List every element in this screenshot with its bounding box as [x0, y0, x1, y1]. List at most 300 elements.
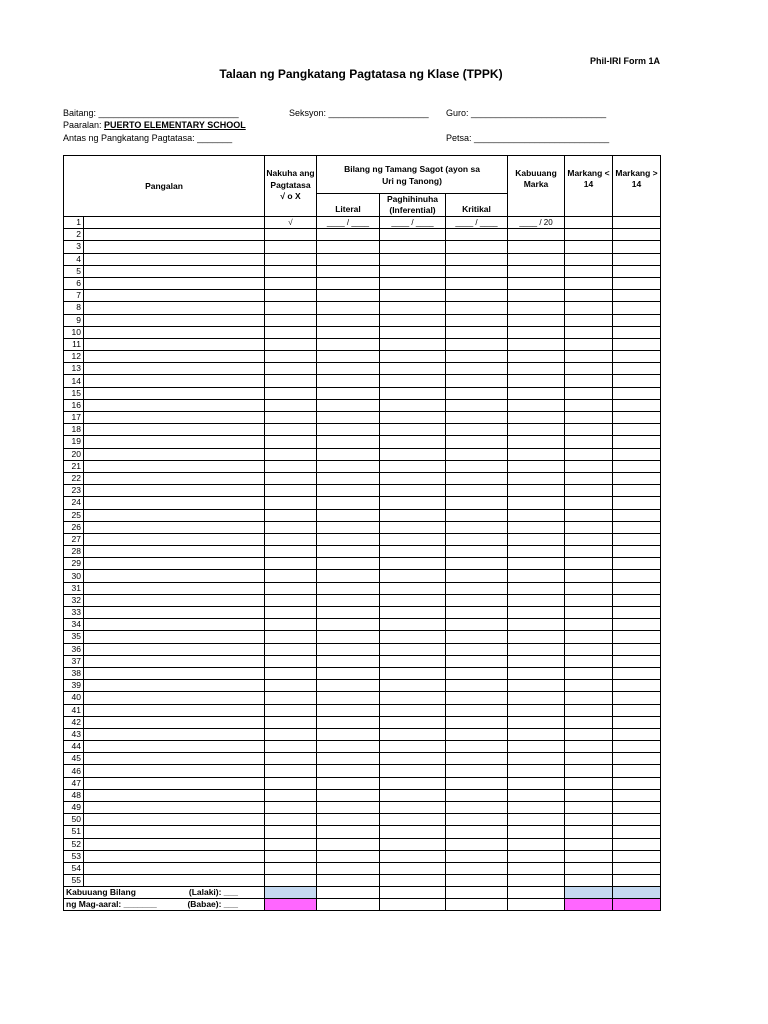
- literal-cell[interactable]: [317, 667, 380, 679]
- literal-cell[interactable]: [317, 290, 380, 302]
- literal-cell[interactable]: [317, 643, 380, 655]
- name-cell[interactable]: [84, 862, 265, 874]
- check-cell[interactable]: [265, 594, 317, 606]
- check-cell[interactable]: [265, 375, 317, 387]
- kritikal-cell[interactable]: [446, 277, 508, 289]
- name-cell[interactable]: [84, 399, 265, 411]
- literal-cell[interactable]: [317, 680, 380, 692]
- name-cell[interactable]: [84, 217, 265, 229]
- name-cell[interactable]: [84, 680, 265, 692]
- markang-lt-cell[interactable]: [565, 521, 613, 533]
- total-cell[interactable]: [508, 436, 565, 448]
- literal-cell[interactable]: [317, 277, 380, 289]
- kritikal-cell[interactable]: [446, 241, 508, 253]
- markang-ge-cell[interactable]: [613, 460, 661, 472]
- check-cell[interactable]: [265, 838, 317, 850]
- paghihinuha-cell[interactable]: [380, 277, 446, 289]
- literal-cell[interactable]: [317, 728, 380, 740]
- kritikal-cell[interactable]: [446, 521, 508, 533]
- paghihinuha-cell[interactable]: [380, 838, 446, 850]
- markang-lt-cell[interactable]: [565, 412, 613, 424]
- paghihinuha-cell[interactable]: [380, 692, 446, 704]
- literal-cell[interactable]: [317, 229, 380, 241]
- kritikal-cell[interactable]: [446, 655, 508, 667]
- markang-ge-cell[interactable]: [613, 765, 661, 777]
- total-cell[interactable]: ____ / 20: [508, 217, 565, 229]
- total-cell[interactable]: [508, 875, 565, 887]
- literal-cell[interactable]: [317, 521, 380, 533]
- paghihinuha-cell[interactable]: [380, 338, 446, 350]
- kritikal-cell[interactable]: [446, 302, 508, 314]
- total-cell[interactable]: [508, 326, 565, 338]
- kritikal-cell[interactable]: [446, 862, 508, 874]
- total-cell[interactable]: [508, 850, 565, 862]
- paghihinuha-cell[interactable]: [380, 850, 446, 862]
- markang-lt-cell[interactable]: [565, 716, 613, 728]
- kritikal-cell[interactable]: [446, 753, 508, 765]
- markang-lt-cell[interactable]: [565, 789, 613, 801]
- total-cell[interactable]: [508, 594, 565, 606]
- markang-ge-cell[interactable]: [613, 363, 661, 375]
- paghihinuha-cell[interactable]: [380, 826, 446, 838]
- check-cell[interactable]: [265, 826, 317, 838]
- markang-lt-cell[interactable]: [565, 314, 613, 326]
- baitang-field[interactable]: Baitang: ____________________________: [63, 108, 239, 118]
- paghihinuha-cell[interactable]: [380, 753, 446, 765]
- paghihinuha-cell[interactable]: [380, 558, 446, 570]
- check-cell[interactable]: √: [265, 217, 317, 229]
- markang-ge-cell[interactable]: [613, 826, 661, 838]
- paghihinuha-cell[interactable]: [380, 716, 446, 728]
- markang-ge-cell[interactable]: [613, 546, 661, 558]
- kritikal-cell[interactable]: [446, 314, 508, 326]
- paghihinuha-cell[interactable]: [380, 351, 446, 363]
- total-cell[interactable]: [508, 241, 565, 253]
- total-cell[interactable]: [508, 375, 565, 387]
- markang-ge-cell[interactable]: [613, 290, 661, 302]
- total-cell[interactable]: [508, 643, 565, 655]
- name-cell[interactable]: [84, 582, 265, 594]
- markang-ge-cell[interactable]: [613, 277, 661, 289]
- literal-cell[interactable]: [317, 862, 380, 874]
- paghihinuha-cell[interactable]: [380, 728, 446, 740]
- markang-lt-cell[interactable]: [565, 363, 613, 375]
- paghihinuha-cell[interactable]: [380, 253, 446, 265]
- name-cell[interactable]: [84, 412, 265, 424]
- total-cell[interactable]: [508, 619, 565, 631]
- total-cell[interactable]: [508, 277, 565, 289]
- markang-ge-cell[interactable]: [613, 643, 661, 655]
- literal-cell[interactable]: [317, 546, 380, 558]
- check-cell[interactable]: [265, 399, 317, 411]
- paghihinuha-cell[interactable]: [380, 290, 446, 302]
- markang-ge-cell[interactable]: [613, 704, 661, 716]
- kritikal-cell[interactable]: [446, 460, 508, 472]
- markang-ge-cell[interactable]: [613, 850, 661, 862]
- name-cell[interactable]: [84, 277, 265, 289]
- name-cell[interactable]: [84, 229, 265, 241]
- kritikal-cell[interactable]: [446, 850, 508, 862]
- name-cell[interactable]: [84, 338, 265, 350]
- markang-ge-cell[interactable]: [613, 838, 661, 850]
- guro-field[interactable]: Guro: ___________________________: [446, 108, 607, 118]
- check-cell[interactable]: [265, 814, 317, 826]
- paghihinuha-cell[interactable]: [380, 241, 446, 253]
- markang-ge-cell[interactable]: [613, 229, 661, 241]
- markang-ge-cell[interactable]: [613, 667, 661, 679]
- check-cell[interactable]: [265, 436, 317, 448]
- total-cell[interactable]: [508, 399, 565, 411]
- markang-ge-cell[interactable]: [613, 436, 661, 448]
- markang-ge-cell[interactable]: [613, 631, 661, 643]
- name-cell[interactable]: [84, 424, 265, 436]
- markang-ge-cell[interactable]: [613, 314, 661, 326]
- check-cell[interactable]: [265, 424, 317, 436]
- kritikal-cell[interactable]: [446, 387, 508, 399]
- kritikal-cell[interactable]: [446, 375, 508, 387]
- markang-lt-cell[interactable]: [565, 862, 613, 874]
- total-cell[interactable]: [508, 229, 565, 241]
- markang-lt-cell[interactable]: [565, 485, 613, 497]
- paghihinuha-cell[interactable]: [380, 472, 446, 484]
- markang-lt-cell[interactable]: [565, 241, 613, 253]
- markang-ge-cell[interactable]: [613, 716, 661, 728]
- markang-ge-cell[interactable]: [613, 619, 661, 631]
- paghihinuha-cell[interactable]: [380, 460, 446, 472]
- total-cell[interactable]: [508, 265, 565, 277]
- check-cell[interactable]: [265, 667, 317, 679]
- paghihinuha-cell[interactable]: [380, 655, 446, 667]
- markang-lt-cell[interactable]: [565, 753, 613, 765]
- name-cell[interactable]: [84, 241, 265, 253]
- paghihinuha-cell[interactable]: [380, 875, 446, 887]
- female-markang-ge-cell[interactable]: [613, 899, 661, 911]
- literal-cell[interactable]: [317, 570, 380, 582]
- markang-lt-cell[interactable]: [565, 436, 613, 448]
- markang-lt-cell[interactable]: [565, 582, 613, 594]
- name-cell[interactable]: [84, 485, 265, 497]
- total-cell[interactable]: [508, 302, 565, 314]
- markang-lt-cell[interactable]: [565, 570, 613, 582]
- name-cell[interactable]: [84, 850, 265, 862]
- paghihinuha-cell[interactable]: [380, 302, 446, 314]
- markang-lt-cell[interactable]: [565, 472, 613, 484]
- paghihinuha-cell[interactable]: [380, 741, 446, 753]
- literal-cell[interactable]: [317, 777, 380, 789]
- markang-ge-cell[interactable]: [613, 265, 661, 277]
- literal-cell[interactable]: [317, 814, 380, 826]
- name-cell[interactable]: [84, 814, 265, 826]
- name-cell[interactable]: [84, 667, 265, 679]
- male-markang-lt-cell[interactable]: [565, 887, 613, 899]
- literal-cell[interactable]: ____ / ____: [317, 217, 380, 229]
- markang-ge-cell[interactable]: [613, 399, 661, 411]
- literal-cell[interactable]: [317, 619, 380, 631]
- kritikal-cell[interactable]: [446, 789, 508, 801]
- paghihinuha-cell[interactable]: [380, 704, 446, 716]
- literal-cell[interactable]: [317, 448, 380, 460]
- markang-lt-cell[interactable]: [565, 217, 613, 229]
- markang-ge-cell[interactable]: [613, 448, 661, 460]
- markang-lt-cell[interactable]: [565, 558, 613, 570]
- kritikal-cell[interactable]: [446, 558, 508, 570]
- check-cell[interactable]: [265, 253, 317, 265]
- literal-cell[interactable]: [317, 485, 380, 497]
- literal-cell[interactable]: [317, 850, 380, 862]
- total-cell[interactable]: [508, 472, 565, 484]
- name-cell[interactable]: [84, 290, 265, 302]
- name-cell[interactable]: [84, 472, 265, 484]
- check-cell[interactable]: [265, 704, 317, 716]
- markang-lt-cell[interactable]: [565, 375, 613, 387]
- markang-lt-cell[interactable]: [565, 655, 613, 667]
- paghihinuha-cell[interactable]: [380, 314, 446, 326]
- name-cell[interactable]: [84, 533, 265, 545]
- literal-cell[interactable]: [317, 655, 380, 667]
- markang-ge-cell[interactable]: [613, 814, 661, 826]
- name-cell[interactable]: [84, 460, 265, 472]
- name-cell[interactable]: [84, 497, 265, 509]
- literal-cell[interactable]: [317, 875, 380, 887]
- kritikal-cell[interactable]: [446, 497, 508, 509]
- name-cell[interactable]: [84, 448, 265, 460]
- literal-cell[interactable]: [317, 424, 380, 436]
- literal-cell[interactable]: [317, 631, 380, 643]
- markang-ge-cell[interactable]: [613, 217, 661, 229]
- markang-lt-cell[interactable]: [565, 326, 613, 338]
- literal-cell[interactable]: [317, 302, 380, 314]
- check-cell[interactable]: [265, 351, 317, 363]
- literal-cell[interactable]: [317, 753, 380, 765]
- check-cell[interactable]: [265, 655, 317, 667]
- check-cell[interactable]: [265, 472, 317, 484]
- check-cell[interactable]: [265, 875, 317, 887]
- paghihinuha-cell[interactable]: [380, 436, 446, 448]
- kritikal-cell[interactable]: [446, 229, 508, 241]
- check-cell[interactable]: [265, 619, 317, 631]
- kritikal-cell[interactable]: [446, 777, 508, 789]
- name-cell[interactable]: [84, 838, 265, 850]
- paghihinuha-cell[interactable]: [380, 594, 446, 606]
- check-cell[interactable]: [265, 314, 317, 326]
- male-nakuha-cell[interactable]: [265, 887, 317, 899]
- markang-lt-cell[interactable]: [565, 802, 613, 814]
- kritikal-cell[interactable]: [446, 533, 508, 545]
- total-cell[interactable]: [508, 387, 565, 399]
- check-cell[interactable]: [265, 302, 317, 314]
- name-cell[interactable]: [84, 363, 265, 375]
- literal-cell[interactable]: [317, 460, 380, 472]
- kritikal-cell[interactable]: [446, 728, 508, 740]
- check-cell[interactable]: [265, 363, 317, 375]
- markang-ge-cell[interactable]: [613, 253, 661, 265]
- kritikal-cell[interactable]: [446, 582, 508, 594]
- kritikal-cell[interactable]: [446, 351, 508, 363]
- check-cell[interactable]: [265, 497, 317, 509]
- kritikal-cell[interactable]: [446, 570, 508, 582]
- markang-lt-cell[interactable]: [565, 277, 613, 289]
- total-cell[interactable]: [508, 582, 565, 594]
- markang-ge-cell[interactable]: [613, 875, 661, 887]
- markang-lt-cell[interactable]: [565, 594, 613, 606]
- markang-ge-cell[interactable]: [613, 375, 661, 387]
- name-cell[interactable]: [84, 631, 265, 643]
- name-cell[interactable]: [84, 728, 265, 740]
- markang-lt-cell[interactable]: [565, 728, 613, 740]
- markang-lt-cell[interactable]: [565, 619, 613, 631]
- kritikal-cell[interactable]: [446, 546, 508, 558]
- paghihinuha-cell[interactable]: [380, 363, 446, 375]
- markang-lt-cell[interactable]: [565, 643, 613, 655]
- name-cell[interactable]: [84, 594, 265, 606]
- kritikal-cell[interactable]: [446, 424, 508, 436]
- check-cell[interactable]: [265, 521, 317, 533]
- markang-ge-cell[interactable]: [613, 753, 661, 765]
- markang-ge-cell[interactable]: [613, 533, 661, 545]
- check-cell[interactable]: [265, 582, 317, 594]
- total-cell[interactable]: [508, 716, 565, 728]
- paghihinuha-cell[interactable]: [380, 570, 446, 582]
- name-cell[interactable]: [84, 619, 265, 631]
- literal-cell[interactable]: [317, 802, 380, 814]
- markang-ge-cell[interactable]: [613, 241, 661, 253]
- markang-ge-cell[interactable]: [613, 741, 661, 753]
- check-cell[interactable]: [265, 716, 317, 728]
- total-cell[interactable]: [508, 290, 565, 302]
- total-cell[interactable]: [508, 497, 565, 509]
- name-cell[interactable]: [84, 789, 265, 801]
- kritikal-cell[interactable]: [446, 631, 508, 643]
- check-cell[interactable]: [265, 509, 317, 521]
- paghihinuha-cell[interactable]: [380, 399, 446, 411]
- markang-lt-cell[interactable]: [565, 497, 613, 509]
- kritikal-cell[interactable]: [446, 290, 508, 302]
- total-cell[interactable]: [508, 802, 565, 814]
- total-cell[interactable]: [508, 460, 565, 472]
- name-cell[interactable]: [84, 704, 265, 716]
- check-cell[interactable]: [265, 412, 317, 424]
- seksyon-field[interactable]: Seksyon: ____________________: [289, 108, 429, 118]
- male-markang-ge-cell[interactable]: [613, 887, 661, 899]
- markang-lt-cell[interactable]: [565, 448, 613, 460]
- markang-ge-cell[interactable]: [613, 424, 661, 436]
- paghihinuha-cell[interactable]: [380, 789, 446, 801]
- markang-ge-cell[interactable]: [613, 680, 661, 692]
- name-cell[interactable]: [84, 375, 265, 387]
- literal-cell[interactable]: [317, 253, 380, 265]
- check-cell[interactable]: [265, 692, 317, 704]
- markang-lt-cell[interactable]: [565, 290, 613, 302]
- markang-lt-cell[interactable]: [565, 338, 613, 350]
- literal-cell[interactable]: [317, 704, 380, 716]
- markang-ge-cell[interactable]: [613, 789, 661, 801]
- name-cell[interactable]: [84, 509, 265, 521]
- check-cell[interactable]: [265, 753, 317, 765]
- markang-lt-cell[interactable]: [565, 692, 613, 704]
- paghihinuha-cell[interactable]: [380, 265, 446, 277]
- kritikal-cell[interactable]: [446, 716, 508, 728]
- markang-lt-cell[interactable]: [565, 667, 613, 679]
- check-cell[interactable]: [265, 338, 317, 350]
- check-cell[interactable]: [265, 448, 317, 460]
- kritikal-cell[interactable]: [446, 448, 508, 460]
- name-cell[interactable]: [84, 692, 265, 704]
- literal-cell[interactable]: [317, 472, 380, 484]
- literal-cell[interactable]: [317, 399, 380, 411]
- markang-lt-cell[interactable]: [565, 875, 613, 887]
- name-cell[interactable]: [84, 765, 265, 777]
- kritikal-cell[interactable]: [446, 838, 508, 850]
- markang-lt-cell[interactable]: [565, 607, 613, 619]
- markang-ge-cell[interactable]: [613, 412, 661, 424]
- markang-lt-cell[interactable]: [565, 680, 613, 692]
- kritikal-cell[interactable]: [446, 326, 508, 338]
- markang-lt-cell[interactable]: [565, 777, 613, 789]
- markang-lt-cell[interactable]: [565, 814, 613, 826]
- kritikal-cell[interactable]: [446, 509, 508, 521]
- markang-lt-cell[interactable]: [565, 533, 613, 545]
- total-cell[interactable]: [508, 558, 565, 570]
- total-cell[interactable]: [508, 765, 565, 777]
- check-cell[interactable]: [265, 728, 317, 740]
- total-cell[interactable]: [508, 546, 565, 558]
- literal-cell[interactable]: [317, 533, 380, 545]
- check-cell[interactable]: [265, 802, 317, 814]
- name-cell[interactable]: [84, 753, 265, 765]
- markang-lt-cell[interactable]: [565, 765, 613, 777]
- total-cell[interactable]: [508, 741, 565, 753]
- petsa-field[interactable]: Petsa: ___________________________: [446, 133, 610, 143]
- literal-cell[interactable]: [317, 558, 380, 570]
- markang-lt-cell[interactable]: [565, 631, 613, 643]
- name-cell[interactable]: [84, 558, 265, 570]
- paghihinuha-cell[interactable]: [380, 582, 446, 594]
- total-cell[interactable]: [508, 363, 565, 375]
- check-cell[interactable]: [265, 643, 317, 655]
- literal-cell[interactable]: [317, 838, 380, 850]
- kritikal-cell[interactable]: [446, 412, 508, 424]
- markang-ge-cell[interactable]: [613, 802, 661, 814]
- name-cell[interactable]: [84, 716, 265, 728]
- markang-ge-cell[interactable]: [613, 497, 661, 509]
- markang-lt-cell[interactable]: [565, 704, 613, 716]
- total-cell[interactable]: [508, 692, 565, 704]
- kritikal-cell[interactable]: [446, 667, 508, 679]
- literal-cell[interactable]: [317, 497, 380, 509]
- check-cell[interactable]: [265, 533, 317, 545]
- kritikal-cell[interactable]: [446, 363, 508, 375]
- markang-lt-cell[interactable]: [565, 826, 613, 838]
- check-cell[interactable]: [265, 607, 317, 619]
- total-cell[interactable]: [508, 789, 565, 801]
- total-cell[interactable]: [508, 728, 565, 740]
- markang-ge-cell[interactable]: [613, 387, 661, 399]
- markang-lt-cell[interactable]: [565, 741, 613, 753]
- name-cell[interactable]: [84, 655, 265, 667]
- literal-cell[interactable]: [317, 412, 380, 424]
- kritikal-cell[interactable]: [446, 338, 508, 350]
- antas-field[interactable]: Antas ng Pangkatang Pagtatasa: _______: [63, 133, 233, 143]
- total-cell[interactable]: [508, 424, 565, 436]
- total-cell[interactable]: [508, 521, 565, 533]
- check-cell[interactable]: [265, 862, 317, 874]
- paghihinuha-cell[interactable]: [380, 521, 446, 533]
- literal-cell[interactable]: [317, 765, 380, 777]
- paghihinuha-cell[interactable]: [380, 412, 446, 424]
- total-cell[interactable]: [508, 838, 565, 850]
- literal-cell[interactable]: [317, 241, 380, 253]
- total-cell[interactable]: [508, 485, 565, 497]
